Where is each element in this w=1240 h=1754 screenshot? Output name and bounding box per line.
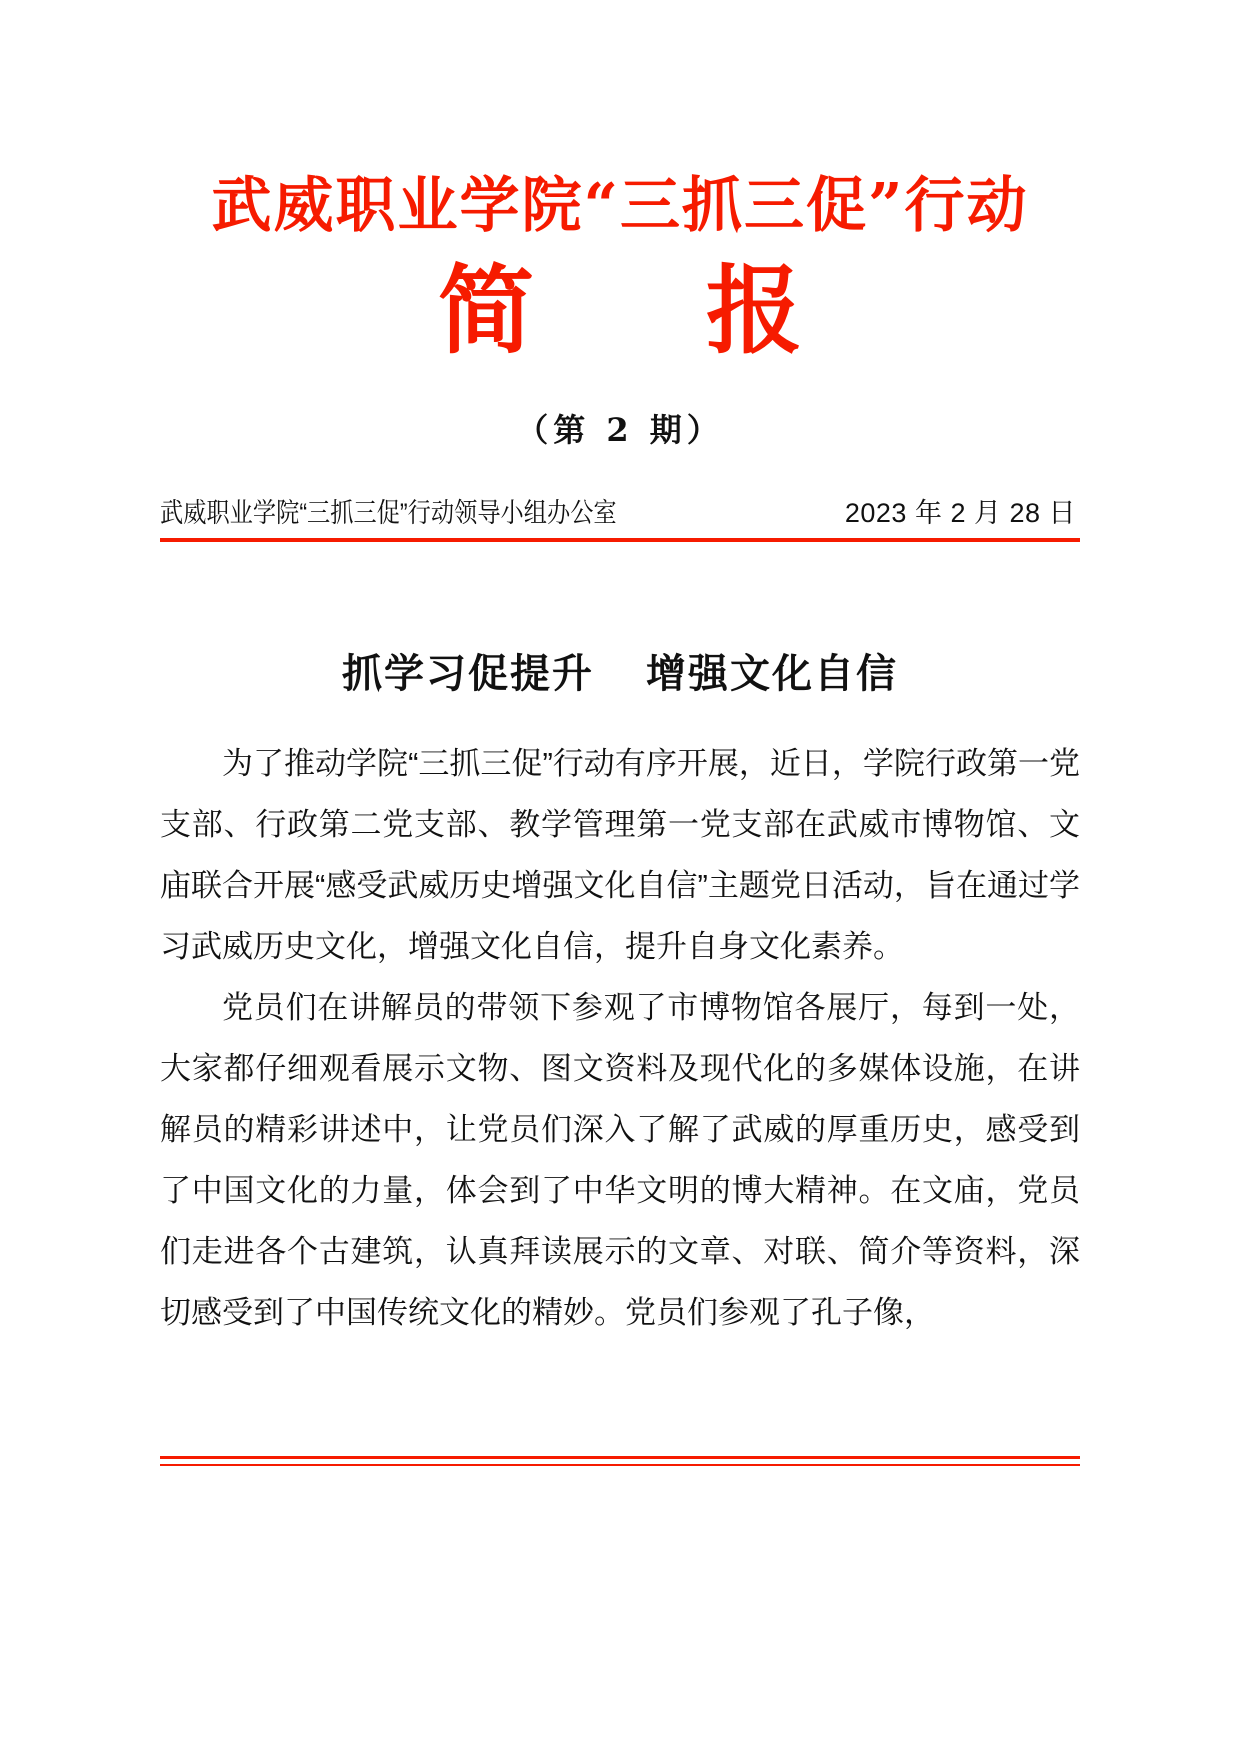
issue-number: （第 2 期） [516,411,724,449]
article-title-part2: 增强文化自信 [646,650,898,697]
masthead [0,0,1240,451]
footer-divider-rule-secondary [160,1464,1080,1466]
article-title [160,642,1080,699]
article [160,542,1080,1343]
issuer-row [160,491,1080,538]
article-paragraph-1: 为了推动学院“三抓三促”行动有序开展，近日，学院行政第一党支部、行政第二党支部、教学管理第一党支部在武威市博物馆、文庙联合开展“感受武威历史增强文化自信”主题党日活动，旨在通过学习武威历史文化，增强文化自信，提升自身文化素养。 [160,746,1080,964]
footer-divider-rule [160,1456,1080,1459]
article-body [160,733,1080,1343]
issuing-office: 武威职业学院“三抓三促”行动领导小组办公室 [160,498,617,528]
article-paragraph-2: 党员们在讲解员的带领下参观了市博物馆各展厅，每到一处，大家都仔细观看展示文物、图文资料及现代化的多媒体设施，在讲解员的精彩讲述中，让党员们深入了解了武威的厚重历史，感受到了中国文化的力量，体会到了中华文明的博大精神。在文庙，党员们走进各个古建筑，认真拜读展示的文章、对联、简介等资料，深切感受到了中国传统文化的精妙。党员们参观了孔子像， [160,990,1080,1330]
masthead-title-line1: 武威职业学院“三抓三促”行动 [211,171,1029,241]
article-title-part1: 抓学习促提升 [342,650,594,697]
issue-date: 2023 年 2 月 28 日 [844,498,1076,528]
masthead-title-line2: 简 报 [438,254,840,367]
